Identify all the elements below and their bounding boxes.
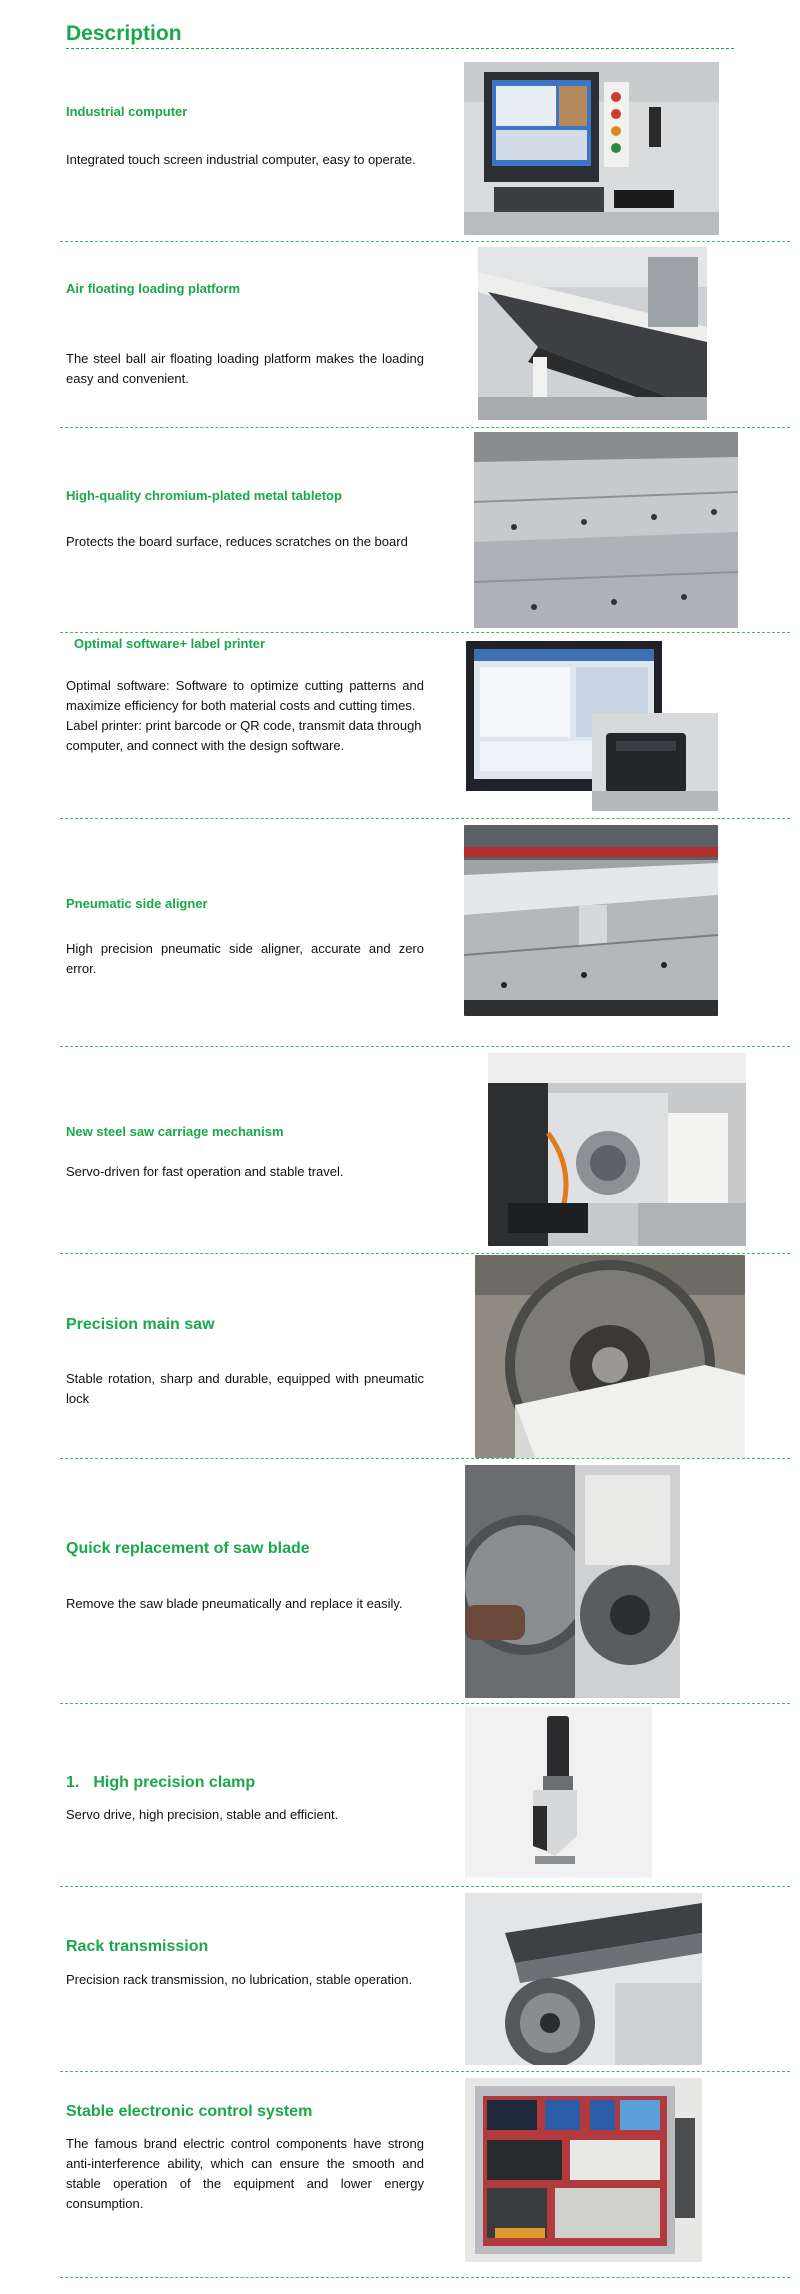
feature-number: 1. <box>66 1774 80 1791</box>
feature-description: Protects the board surface, reduces scratches on the board <box>66 534 408 549</box>
feature-title: Stable electronic control system <box>66 2103 313 2120</box>
feature-title: Air floating loading platform <box>66 281 241 296</box>
feature-title: Precision main saw <box>66 1316 215 1333</box>
description-line: Optimal software: Software to optimize cutting patterns and maximize efficiency for both material costs and cutting times. <box>66 678 424 713</box>
section-divider <box>60 1253 790 1254</box>
section-divider <box>60 818 790 819</box>
section-divider <box>60 1046 790 1047</box>
software-label-printer-photo <box>466 641 718 811</box>
section-divider <box>60 1886 790 1887</box>
section-divider <box>60 632 790 633</box>
feature-description <box>66 676 424 756</box>
feature-description: Servo drive, high precision, stable and efficient. <box>66 1807 339 1822</box>
feature-description: Integrated touch screen industrial computer, easy to operate. <box>66 152 416 167</box>
feature-description: The famous brand electric control components have strong anti-interference ability, which can ensure the smooth and stable operation of the equipment and lower energy consumption. <box>66 2136 424 2211</box>
electronic-control-photo <box>465 2078 702 2262</box>
section-divider <box>60 1703 790 1704</box>
chromium-tabletop-photo <box>474 432 738 628</box>
feature-title: Optimal software+ label printer <box>74 636 266 651</box>
air-floating-platform-photo <box>478 247 707 420</box>
pneumatic-side-aligner-photo <box>464 825 718 1016</box>
feature-title: Rack transmission <box>66 1938 209 1955</box>
page-title: Description <box>66 22 182 45</box>
feature-title-text: High precision clamp <box>93 1774 256 1791</box>
rack-transmission-photo <box>465 1893 702 2065</box>
feature-description: High precision pneumatic side aligner, accurate and zero error. <box>66 941 424 976</box>
saw-blade-replacement-photo <box>465 1465 680 1698</box>
feature-title: Industrial computer <box>66 104 188 119</box>
section-divider <box>60 2277 790 2278</box>
feature-title: New steel saw carriage mechanism <box>66 1124 284 1139</box>
feature-title: Pneumatic side aligner <box>66 896 208 911</box>
feature-description: Precision rack transmission, no lubrication, stable operation. <box>66 1972 413 1987</box>
feature-title <box>66 1774 255 1792</box>
saw-carriage-photo <box>488 1053 746 1246</box>
section-divider <box>60 241 790 242</box>
title-divider <box>66 48 734 49</box>
main-saw-photo <box>475 1255 745 1458</box>
feature-description: The steel ball air floating loading platform makes the loading easy and convenient. <box>66 351 424 386</box>
feature-description: Servo-driven for fast operation and stable travel. <box>66 1164 344 1179</box>
feature-title: High-quality chromium-plated metal tabletop <box>66 488 342 503</box>
section-divider <box>60 427 790 428</box>
industrial-computer-photo <box>464 62 719 235</box>
precision-clamp-photo <box>465 1706 652 1878</box>
feature-title: Quick replacement of saw blade <box>66 1540 310 1557</box>
feature-description: Stable rotation, sharp and durable, equipped with pneumatic lock <box>66 1371 424 1406</box>
description-line: Label printer: print barcode or QR code, transmit data through computer, and connect with the design software. <box>66 718 422 753</box>
section-divider <box>60 2071 790 2072</box>
section-divider <box>60 1458 790 1459</box>
feature-description: Remove the saw blade pneumatically and replace it easily. <box>66 1596 403 1611</box>
